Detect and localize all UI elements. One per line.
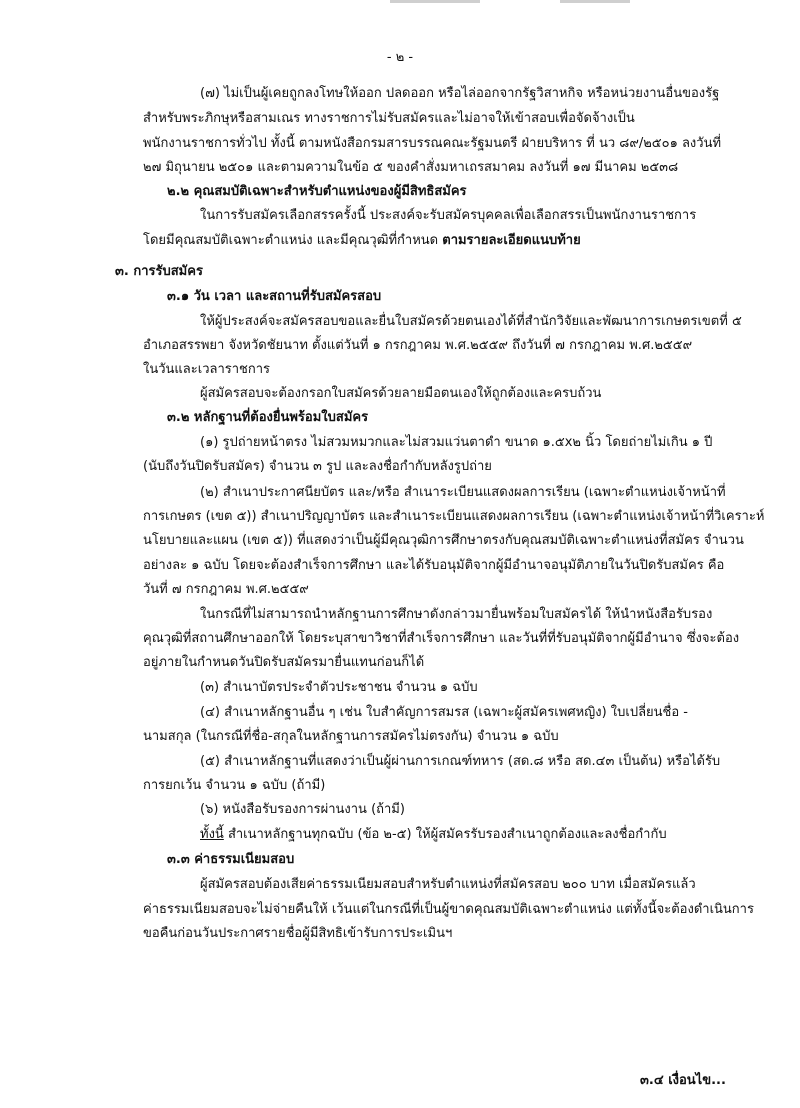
- text-line: [143, 581, 309, 599]
- line-text: การเกษตร (เขต ๕)) สำเนาปริญญาบัตร และสำเนาระเบียนแสดงผลการเรียน (เฉพาะตำแหน่งเจ้าหน้าที่วิเคราะห์: [143, 509, 765, 524]
- line-text: นโยบายและแผน (เขต ๕)) ที่แสดงว่าเป็นผู้มีคุณวุฒิการศึกษาตรงกับคุณสมบัติเฉพาะตำแหน่งที่สมัคร จำนวน: [143, 533, 744, 548]
- line-text: ๓.๑ วัน เวลา และสถานที่รับสมัครสอบ: [167, 289, 382, 304]
- text-line: [200, 85, 719, 103]
- line-text: การยกเว้น จำนวน ๑ ฉบับ (ถ้ามี): [143, 778, 326, 793]
- line-text: ขอคืนก่อนวันประกาศรายชื่อผู้มีสิทธิเข้ารับการประเมินฯ: [143, 926, 453, 941]
- section-heading: [167, 851, 294, 869]
- line-text: (๓) สำเนาบัตรประจำตัวประชาชน จำนวน ๑ ฉบับ: [200, 680, 478, 695]
- line-text: โดยมีคุณสมบัติเฉพาะตำแหน่ง และมีคุณวุฒิที่กำหนด: [143, 233, 443, 248]
- line-text: วันที่ ๗ กรกฎาคม พ.ศ.๒๕๕๙: [143, 582, 309, 597]
- text-line: [143, 654, 424, 672]
- text-line: [200, 876, 696, 894]
- line-text: ๓. การรับสมัคร: [115, 264, 203, 279]
- text-line: [143, 110, 635, 128]
- text-line: [200, 313, 742, 331]
- text-line: [143, 532, 744, 550]
- line-text: สำเนาหลักฐานทุกฉบับ (ข้อ ๒-๕) ให้ผู้สมัครรับรองสำเนาถูกต้องและลงชื่อกำกับ: [223, 827, 667, 842]
- text-line: [143, 557, 724, 575]
- continuation-footer: ๓.๔ เงื่อนไข...: [640, 1073, 726, 1088]
- line-text: (๖) หนังสือรับรองการผ่านงาน (ถ้ามี): [200, 802, 405, 817]
- line-text: พนักงานราชการทั่วไป ทั้งนี้ ตามหนังสือกรมสารบรรณคณะรัฐมนตรี ฝ่ายบริหาร ที่ นว ๘๙/๒๕๐๑ ลงวันที่: [143, 136, 722, 151]
- page-number: - ๒ -: [386, 50, 414, 65]
- line-text: (๕) สำเนาหลักฐานที่แสดงว่าเป็นผู้ผ่านการเกณฑ์ทหาร (สด.๘ หรือ สด.๔๓ เป็นต้น) หรือได้รับ: [200, 754, 721, 769]
- line-text: อย่างละ ๑ ฉบับ โดยจะต้องสำเร็จการศึกษา และได้รับอนุมัติจากผู้มีอำนาจอนุมัติภายในวันปิดรับสมัคร คือ: [143, 558, 725, 573]
- text-line: [143, 925, 452, 943]
- line-text: (๔) สำเนาหลักฐานอื่น ๆ เช่น ใบสำคัญการสมรส (เฉพาะผู้สมัครเพศหญิง) ใบเปลี่ยนชื่อ -: [200, 705, 688, 720]
- line-text: คุณวุฒิที่สถานศึกษาออกให้ โดยระบุสาขาวิชาที่สำเร็จการศึกษา และวันที่ที่รับอนุมัติจากผู้มีอำนาจ ซึ่งจะต้อง: [143, 631, 740, 646]
- text-line: [143, 361, 270, 379]
- line-text: ๓.๓ ค่าธรรมเนียมสอบ: [167, 852, 295, 867]
- text-line: [200, 434, 712, 452]
- line-text: ๒๗ มิถุนายน ๒๕๐๑ และตามความในข้อ ๕ ของคำสั่งมหาเถรสมาคม ลงวันที่ ๑๗ มีนาคม ๒๕๓๘: [143, 160, 679, 175]
- scan-mark: [390, 0, 480, 3]
- line-text: ๒.๒ คุณสมบัติเฉพาะสำหรับตำแหน่งของผู้มีสิทธิสมัคร: [167, 184, 467, 199]
- text-line: [200, 704, 688, 722]
- section-heading: [115, 263, 203, 281]
- text-line: [200, 753, 720, 771]
- text-line: [200, 606, 712, 624]
- line-text: ในกรณีที่ไม่สามารถนำหลักฐานการศึกษาดังกล่าวมายื่นพร้อมใบสมัครได้ ให้นำหนังสือรับรอง: [200, 607, 713, 622]
- scan-mark: [560, 0, 630, 3]
- section-heading: [167, 288, 381, 306]
- line-text: นามสกุล (ในกรณีที่ชื่อ-สกุลในหลักฐานการสมัครไม่ตรงกัน) จำนวน ๑ ฉบับ: [143, 729, 559, 744]
- section-heading: [167, 409, 368, 427]
- text-line: [200, 826, 667, 844]
- text-line: [200, 679, 478, 697]
- text-line: [200, 207, 696, 225]
- text-line: [143, 901, 754, 919]
- line-text: ค่าธรรมเนียมสอบจะไม่จ่ายคืนให้ เว้นแต่ในกรณีที่เป็นผู้ขาดคุณสมบัติเฉพาะตำแหน่ง แต่ทั้งนี้จะต้องดำเนินการ: [143, 902, 754, 917]
- text-line: [143, 458, 492, 476]
- section-heading: [167, 183, 467, 201]
- text-line: [200, 801, 405, 819]
- line-text: ผู้สมัครสอบต้องเสียค่าธรรมเนียมสอบสำหรับตำแหน่งที่สมัครสอบ ๒๐๐ บาท เมื่อสมัครแล้ว: [200, 877, 696, 892]
- emphasized-text: ตามรายละเอียดแนบท้าย: [442, 233, 581, 248]
- text-line: [143, 135, 721, 153]
- text-line: [143, 508, 764, 526]
- text-line: [143, 630, 739, 648]
- line-text: ในการรับสมัครเลือกสรรครั้งนี้ ประสงค์จะรับสมัครบุคคลเพื่อเลือกสรรเป็นพนักงานราชการ: [200, 208, 697, 223]
- line-text: (นับถึงวันปิดรับสมัคร) จำนวน ๓ รูป และลงชื่อกำกับหลังรูปถ่าย: [143, 459, 492, 474]
- line-text: สำหรับพระภิกษุหรือสามเณร ทางราชการไม่รับสมัครและไม่อาจให้เข้าสอบเพื่อจัดจ้างเป็น: [143, 111, 635, 126]
- text-line: [143, 159, 678, 177]
- line-text: ในวันและเวลาราชการ: [143, 362, 271, 377]
- line-text: (๗) ไม่เป็นผู้เคยถูกลงโทษให้ออก ปลดออก หรือไล่ออกจากรัฐวิสาหกิจ หรือหน่วยงานอื่นของรัฐ: [200, 86, 720, 101]
- line-text: ให้ผู้ประสงค์จะสมัครสอบขอและยื่นใบสมัครด้วยตนเองได้ที่สำนักวิจัยและพัฒนาการเกษตรเขตที่ ๕: [200, 314, 742, 329]
- text-line: [143, 232, 581, 250]
- line-text: ผู้สมัครสอบจะต้องกรอกใบสมัครด้วยลายมือตนเองให้ถูกต้องและครบถ้วน: [200, 386, 602, 401]
- line-text: อยู่ภายในกำหนดวันปิดรับสมัครมายื่นแทนก่อนก็ได้: [143, 655, 425, 670]
- text-line: [200, 484, 726, 502]
- underlined-term: ทั้งนี้: [200, 827, 224, 842]
- text-line: [200, 385, 601, 403]
- text-line: [143, 337, 692, 355]
- line-text: (๒) สำเนาประกาศนียบัตร และ/หรือ สำเนาระเบียนแสดงผลการเรียน (เฉพาะตำแหน่งเจ้าหน้าที่: [200, 485, 726, 500]
- text-line: [143, 777, 325, 795]
- line-text: อำเภอสรรพยา จังหวัดชัยนาท ตั้งแต่วันที่ ๑ กรกฎาคม พ.ศ.๒๕๕๙ ถึงวันที่ ๗ กรกฎาคม พ.ศ.๒๕๕๙: [143, 338, 693, 353]
- line-text: (๑) รูปถ่ายหน้าตรง ไม่สวมหมวกและไม่สวมแว่นตาดำ ขนาด ๑.๕x๒ นิ้ว โดยถ่ายไม่เกิน ๑ ปี: [200, 435, 713, 450]
- line-text: ๓.๒ หลักฐานที่ต้องยื่นพร้อมใบสมัคร: [167, 410, 369, 425]
- text-line: [143, 728, 559, 746]
